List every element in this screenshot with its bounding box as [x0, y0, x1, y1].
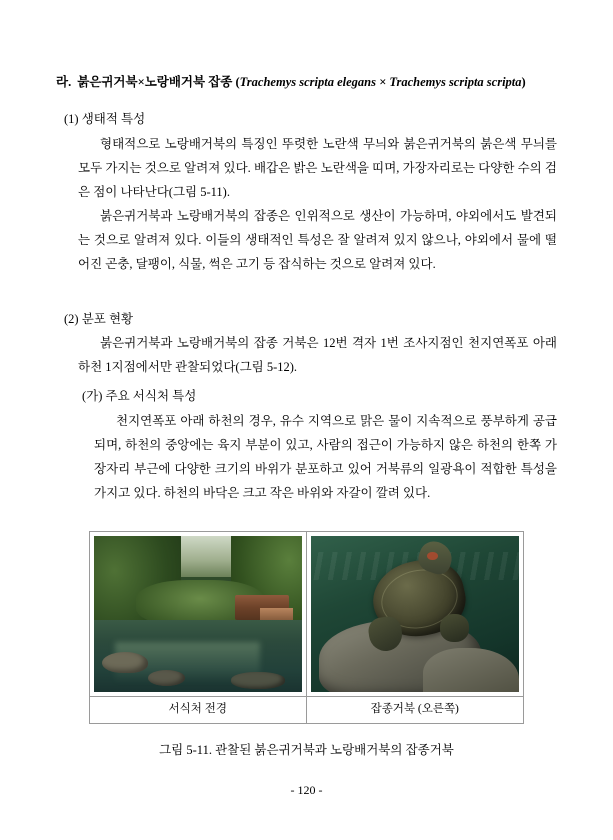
heading-korean: 붉은귀거북×노랑배거북 잡종 ( [77, 75, 240, 89]
figure-caption: 그림 5-11. 관찰된 붉은귀거북과 노랑배거북의 잡종거북 [159, 742, 454, 757]
figure-photo-right-cell [307, 532, 524, 696]
subsection-label: (가) 주요 서식처 특성 [82, 389, 197, 404]
page-number: - 120 - [290, 783, 323, 797]
section-1-paragraph-2: 붉은귀거북과 노랑배거북의 잡종은 인위적으로 생산이 가능하며, 야외에서도 발견되는 것으로 알려져 있다. 이들의 생태적인 특성은 잘 알려져 있지 않으나, 야외에서 물에 떨어진 곤충, 달팽이, 식물, 썩은 고기 등 잡식하는 것으로 알려져 있다. [78, 208, 557, 271]
heading-scientific-name-1: Trachemys scripta elegans [239, 75, 376, 89]
section-2-paragraph-1: 붉은귀거북과 노랑배거북의 잡종 거북은 12번 격자 1번 조사지점인 천지연폭포 아래 하천 1지점에서만 관찰되었다(그림 5-12). [78, 336, 557, 375]
photo-rock-a [102, 652, 148, 674]
figure-block [89, 531, 524, 723]
figure-subcaption-row [90, 696, 523, 722]
heading-close-paren: ) [521, 75, 526, 89]
habitat-photo [94, 536, 302, 692]
turtle-rear-leg [440, 614, 469, 642]
section-1-paragraph-1: 형태적으로 노랑배거북의 특징인 뚜렷한 노란색 무늬와 붉은귀거북의 붉은색 무늬를 모두 가지는 것으로 알려져 있다. 배갑은 밝은 노란색을 띠며, 가장자리로는 다양한 수의 검은 점이 나타난다(그림 5-11). [78, 136, 557, 199]
subsection-paragraph-1: 천지연폭포 아래 하천의 경우, 유수 지역으로 맑은 물이 지속적으로 풍부하게 공급되며, 하천의 중앙에는 육지 부분이 있고, 사람의 접근이 가능하지 않은 하천의 한쪽 가장자리 부근에 다양한 크기의 바위가 분포하고 있어 거북류의 일광욕이 적합한 특성을 가지고 있다. 하천의 바닥은 크고 작은 바위와 자갈이 깔려 있다. [94, 414, 557, 501]
figure-photo-left-cell [90, 532, 307, 696]
section-spacer [56, 276, 557, 298]
heading-scientific-name-2: Trachemys scripta scripta [389, 75, 522, 89]
turtle-photo [311, 536, 520, 692]
heading-scientific-separator: × [375, 75, 390, 89]
section-2-label: (2) 분포 현황 [64, 311, 134, 326]
figure-subcaption-right: 잡종거북 (오른쪽) [370, 703, 459, 716]
figure-subcaption-left: 서식처 전경 [90, 697, 307, 722]
photo-rock-b [148, 670, 185, 686]
page-title [56, 72, 557, 94]
figure-photo-row [90, 532, 523, 696]
heading-number: 라. [56, 75, 72, 89]
section-1-label: (1) 생태적 특성 [64, 111, 146, 126]
photo-rock-c [231, 672, 285, 689]
turtle-red-ear-mark [427, 552, 437, 560]
